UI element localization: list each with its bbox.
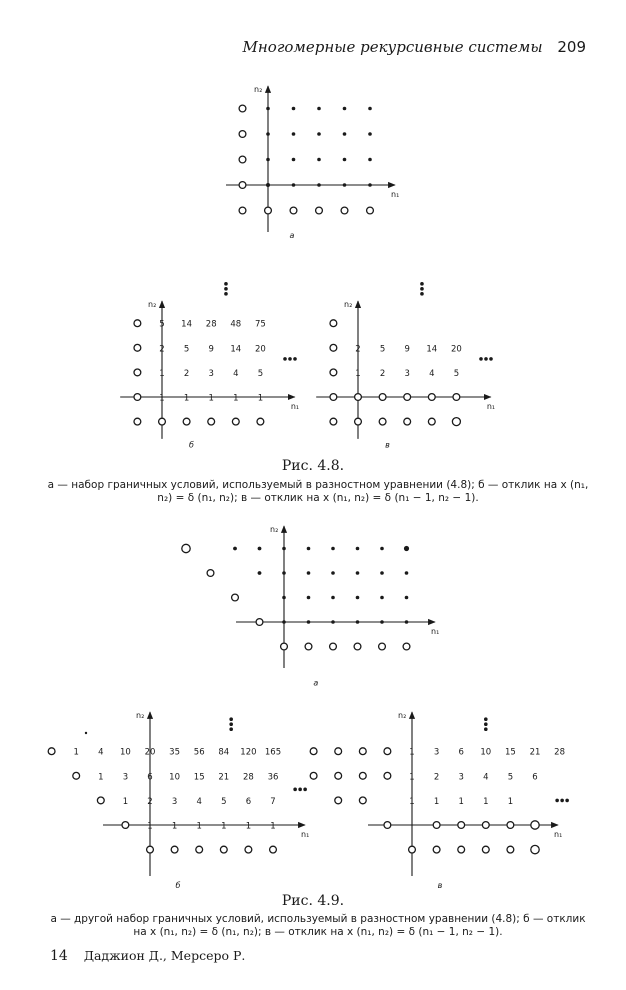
value-label: 10 xyxy=(169,772,181,783)
value-label: 5 xyxy=(159,319,165,330)
value-label: 1 xyxy=(409,772,415,783)
value-label: 3 xyxy=(208,368,214,379)
grid-dot xyxy=(224,287,228,291)
panel-letter: в xyxy=(437,881,443,890)
fig48-panel-c xyxy=(316,282,495,449)
fig48-panel-b xyxy=(120,282,299,449)
value-label: 2 xyxy=(159,344,165,355)
grid-dot xyxy=(368,107,372,111)
value-label: 1 xyxy=(159,368,165,379)
boundary-circle xyxy=(379,418,386,425)
grid-dot xyxy=(565,799,569,803)
running-title: Многомерные рекурсивные системы xyxy=(242,38,543,56)
boundary-circle xyxy=(507,846,514,853)
boundary-circle xyxy=(256,619,263,626)
grid-dot xyxy=(298,788,302,792)
boundary-circle xyxy=(134,344,141,351)
value-label: 20 xyxy=(254,344,266,355)
value-label: 10 xyxy=(119,747,131,758)
boundary-circle xyxy=(281,643,288,650)
grid-dot xyxy=(282,571,286,575)
value-label: 1 xyxy=(233,393,239,404)
grid-dot xyxy=(380,620,384,624)
boundary-circle xyxy=(359,797,366,804)
value-label: 1 xyxy=(73,747,79,758)
grid-dot xyxy=(479,357,483,361)
value-label: 3 xyxy=(122,772,129,783)
boundary-circle xyxy=(183,418,190,425)
grid-dot xyxy=(266,158,270,162)
boundary-circle xyxy=(196,846,203,853)
grid-dot xyxy=(303,788,307,792)
value-label: 1 xyxy=(122,796,129,807)
value-label: 2 xyxy=(379,368,386,379)
boundary-circle xyxy=(359,772,366,779)
grid-dot xyxy=(229,717,233,721)
fig48-caption-text: а — набор граничных условий, используемый в разностном уравнении (4.8); б — отклик на x (n₁, n₂) = δ (n₁, n₂); в — отклик на x (n₁, n₂) = δ (n₁ − 1, n₂ − 1). xyxy=(47,479,589,504)
value-label: 1 xyxy=(507,796,514,807)
n2-axis-label: n₂ xyxy=(398,711,407,720)
grid-dot xyxy=(229,727,233,731)
grid-dot xyxy=(405,620,409,624)
boundary-circle xyxy=(379,394,386,401)
boundary-circle-bold xyxy=(182,544,190,552)
value-label: 10 xyxy=(480,747,492,758)
boundary-circle xyxy=(48,748,55,755)
grid-dot xyxy=(484,717,488,721)
boundary-circle xyxy=(316,207,323,214)
boundary-circle xyxy=(482,846,489,853)
grid-dot xyxy=(555,799,559,803)
value-label: 1 xyxy=(458,796,464,807)
grid-dot xyxy=(484,722,488,726)
grid-dot xyxy=(307,547,311,551)
value-label: 36 xyxy=(267,772,279,783)
n2-axis-label: n₂ xyxy=(136,711,145,720)
grid-dot xyxy=(292,132,296,136)
grid-dot xyxy=(293,357,297,361)
fig48-panel-a xyxy=(226,85,399,240)
boundary-circle xyxy=(265,207,272,214)
boundary-circle xyxy=(232,418,239,425)
grid-dot xyxy=(307,620,311,624)
grid-dot xyxy=(368,132,372,136)
grid-dot xyxy=(266,183,270,187)
value-label: 28 xyxy=(554,747,566,758)
boundary-circle xyxy=(482,822,489,829)
sheet-number: 14 xyxy=(50,948,68,964)
value-label: 4 xyxy=(98,747,104,758)
fig48-caption-title: Рис. 4.8. xyxy=(281,458,345,474)
grid-dot xyxy=(317,132,321,136)
boundary-circle xyxy=(403,643,410,650)
boundary-circle xyxy=(433,822,440,829)
grid-dot xyxy=(85,732,87,734)
boundary-circle-bold xyxy=(531,845,539,853)
fig49-caption-title: Рис. 4.9. xyxy=(281,893,345,909)
boundary-circle xyxy=(330,394,337,401)
grid-dot xyxy=(258,571,262,575)
boundary-circle xyxy=(355,418,362,425)
boundary-circle xyxy=(433,846,440,853)
boundary-circle xyxy=(239,131,246,138)
value-label: 35 xyxy=(169,747,181,758)
boundary-circle xyxy=(384,822,391,829)
boundary-circle-bold xyxy=(531,821,539,829)
n2-axis-label: n₂ xyxy=(344,300,353,310)
n1-axis-label: n₁ xyxy=(431,627,440,636)
value-label: 7 xyxy=(270,796,276,807)
grid-dot xyxy=(368,183,372,187)
value-label: 2 xyxy=(355,344,361,355)
value-label: 28 xyxy=(205,319,217,330)
value-label: 1 xyxy=(147,821,153,832)
grid-dot xyxy=(331,620,335,624)
boundary-circle xyxy=(404,394,411,401)
grid-dot xyxy=(420,287,424,291)
value-label: 2 xyxy=(183,368,190,379)
grid-dot xyxy=(229,722,233,726)
value-label: 5 xyxy=(257,368,264,379)
grid-dot xyxy=(288,357,292,361)
grid-dot xyxy=(405,596,409,600)
grid-dot xyxy=(331,547,335,551)
boundary-circle xyxy=(458,822,465,829)
grid-dot xyxy=(356,620,360,624)
boundary-circle xyxy=(330,418,337,425)
grid-dot xyxy=(560,799,564,803)
grid-dot xyxy=(266,132,270,136)
value-label: 1 xyxy=(270,821,276,832)
boundary-circle xyxy=(122,822,129,829)
value-label: 1 xyxy=(433,796,440,807)
grid-dot xyxy=(380,547,384,551)
boundary-circle-bold xyxy=(452,418,460,426)
grid-dot xyxy=(282,547,286,551)
value-label: 5 xyxy=(221,796,227,807)
boundary-circle xyxy=(404,418,411,425)
value-label: 15 xyxy=(504,747,516,758)
grid-dot xyxy=(331,571,335,575)
n2-axis-label: n₂ xyxy=(148,300,157,310)
boundary-circle xyxy=(245,846,252,853)
fig49-panel-b xyxy=(48,711,309,890)
n1-axis-label: n₁ xyxy=(554,830,563,839)
boundary-circle xyxy=(428,394,435,401)
panel-letter: а xyxy=(313,678,319,688)
value-label: 2 xyxy=(147,796,153,807)
boundary-circle xyxy=(232,594,239,601)
boundary-circle xyxy=(220,846,227,853)
value-label: 1 xyxy=(355,368,361,379)
boundary-circle xyxy=(330,344,337,351)
boundary-circle xyxy=(134,320,141,327)
grid-dot xyxy=(282,596,286,600)
n1-axis-label: n₁ xyxy=(301,830,310,839)
boundary-circle xyxy=(355,394,362,401)
value-label: 5 xyxy=(379,344,386,355)
value-label: 20 xyxy=(450,344,462,355)
value-label: 1 xyxy=(171,821,178,832)
boundary-circle xyxy=(359,748,366,755)
value-label: 1 xyxy=(183,393,190,404)
boundary-circle xyxy=(159,418,166,425)
value-label: 1 xyxy=(208,393,214,404)
grid-dot xyxy=(282,620,286,624)
fig49-panel-a xyxy=(182,525,439,688)
value-label: 3 xyxy=(433,747,440,758)
grid-dot xyxy=(307,571,311,575)
value-label: 1 xyxy=(221,821,227,832)
boundary-circle xyxy=(428,418,435,425)
value-label: 3 xyxy=(171,796,178,807)
value-label: 75 xyxy=(254,319,266,330)
boundary-circle xyxy=(147,846,154,853)
boundary-circle xyxy=(257,418,264,425)
boundary-circle xyxy=(310,772,317,779)
n1-axis-label: n₁ xyxy=(290,402,300,411)
boundary-circle xyxy=(134,369,141,376)
page-number: 209 xyxy=(557,38,586,56)
panel-letter: б xyxy=(189,440,194,450)
grid-dot xyxy=(356,571,360,575)
boundary-circle xyxy=(208,418,215,425)
grid-dot xyxy=(343,158,347,162)
value-label: 14 xyxy=(426,344,438,355)
boundary-circle xyxy=(207,570,214,577)
grid-dot xyxy=(380,596,384,600)
value-label: 6 xyxy=(458,747,464,758)
boundary-circle xyxy=(171,846,178,853)
value-label: 5 xyxy=(507,772,514,783)
grid-dot xyxy=(292,107,296,111)
value-label: 9 xyxy=(208,344,214,355)
boundary-circle xyxy=(507,822,514,829)
value-label: 14 xyxy=(181,319,193,330)
value-label: 48 xyxy=(230,319,242,330)
boundary-circle xyxy=(354,643,361,650)
value-label: 6 xyxy=(245,796,252,807)
n1-axis-label: n₁ xyxy=(486,402,496,411)
value-label: 6 xyxy=(532,772,538,783)
boundary-circle xyxy=(330,320,337,327)
value-label: 120 xyxy=(240,747,257,758)
grid-dot xyxy=(331,596,335,600)
boundary-circle xyxy=(270,846,277,853)
value-label: 2 xyxy=(433,772,440,783)
value-label: 165 xyxy=(264,747,282,758)
grid-dot xyxy=(484,357,488,361)
grid-dot xyxy=(343,183,347,187)
fig49-caption-text: а — другой набор граничных условий, используемый в разностном уравнении (4.8); б — отклик на x (n₁, n₂) = δ (n₁, n₂); в — отклик на x (n₁, n₂) = δ (n₁ − 1, n₂ − 1). xyxy=(50,913,586,938)
value-label: 1 xyxy=(98,772,104,783)
value-label: 9 xyxy=(404,344,410,355)
value-label: 4 xyxy=(233,368,239,379)
grid-dot xyxy=(489,357,493,361)
value-label: 15 xyxy=(193,772,205,783)
boundary-circle xyxy=(134,394,141,401)
panel-letter: в xyxy=(385,440,390,450)
value-label: 1 xyxy=(196,821,202,832)
value-label: 1 xyxy=(483,796,489,807)
grid-dot xyxy=(292,183,296,187)
grid-dot xyxy=(292,158,296,162)
boundary-circle xyxy=(453,394,460,401)
fig49-panel-c xyxy=(310,711,569,890)
n2-axis-label: n₂ xyxy=(254,85,263,94)
boundary-circle xyxy=(335,797,342,804)
value-label: 5 xyxy=(453,368,460,379)
grid-dot xyxy=(343,132,347,136)
boundary-circle xyxy=(367,207,374,214)
grid-dot xyxy=(258,547,262,551)
boundary-circle xyxy=(134,418,141,425)
grid-dot xyxy=(343,107,347,111)
value-label: 1 xyxy=(409,796,415,807)
grid-dot xyxy=(356,596,360,600)
boundary-circle xyxy=(341,207,348,214)
value-label: 3 xyxy=(404,368,410,379)
value-label: 6 xyxy=(147,772,153,783)
page-footer xyxy=(50,948,245,964)
grid-dot xyxy=(317,107,321,111)
grid-dot xyxy=(224,282,228,286)
value-label: 1 xyxy=(409,747,415,758)
value-label: 21 xyxy=(218,772,230,783)
boundary-circle xyxy=(335,748,342,755)
grid-dot xyxy=(224,292,228,296)
value-label: 4 xyxy=(429,368,435,379)
boundary-circle xyxy=(384,748,391,755)
value-label: 5 xyxy=(183,344,190,355)
boundary-circle xyxy=(330,369,337,376)
boundary-circle xyxy=(409,846,416,853)
grid-dot xyxy=(484,727,488,731)
boundary-circle xyxy=(379,643,386,650)
grid-dot xyxy=(233,547,237,551)
value-label: 1 xyxy=(159,393,165,404)
value-label: 56 xyxy=(193,747,205,758)
boundary-circle xyxy=(239,156,246,163)
value-label: 3 xyxy=(458,772,464,783)
grid-dot xyxy=(420,282,424,286)
panel-letter: а xyxy=(289,231,295,240)
boundary-circle xyxy=(458,846,465,853)
footer-authors: Даджион Д., Мерсеро Р. xyxy=(83,948,246,963)
grid-dot xyxy=(266,107,270,111)
boundary-circle xyxy=(330,643,337,650)
boundary-circle xyxy=(239,207,246,214)
grid-dot xyxy=(380,571,384,575)
boundary-circle xyxy=(239,182,246,189)
boundary-circle xyxy=(384,772,391,779)
grid-dot xyxy=(420,292,424,296)
n1-axis-label: n₁ xyxy=(391,190,400,199)
value-label: 84 xyxy=(218,747,230,758)
boundary-circle xyxy=(73,772,80,779)
value-label: 1 xyxy=(245,821,252,832)
boundary-circle xyxy=(97,797,104,804)
grid-dot xyxy=(293,788,297,792)
value-label: 20 xyxy=(144,747,156,758)
value-label: 14 xyxy=(230,344,242,355)
value-label: 1 xyxy=(257,393,264,404)
boundary-circle xyxy=(239,105,246,112)
value-label: 28 xyxy=(242,772,254,783)
grid-dot xyxy=(405,571,409,575)
grid-dot xyxy=(368,158,372,162)
grid-dot xyxy=(404,546,409,551)
grid-dot xyxy=(317,183,321,187)
boundary-circle xyxy=(310,748,317,755)
grid-dot xyxy=(317,158,321,162)
value-label: 4 xyxy=(196,796,202,807)
value-label: 21 xyxy=(529,747,541,758)
grid-dot xyxy=(356,547,360,551)
value-label: 4 xyxy=(483,772,489,783)
boundary-circle xyxy=(305,643,312,650)
boundary-circle xyxy=(290,207,297,214)
n2-axis-label: n₂ xyxy=(270,525,279,534)
panel-letter: б xyxy=(175,881,181,890)
grid-dot xyxy=(283,357,287,361)
grid-dot xyxy=(307,596,311,600)
boundary-circle xyxy=(335,772,342,779)
